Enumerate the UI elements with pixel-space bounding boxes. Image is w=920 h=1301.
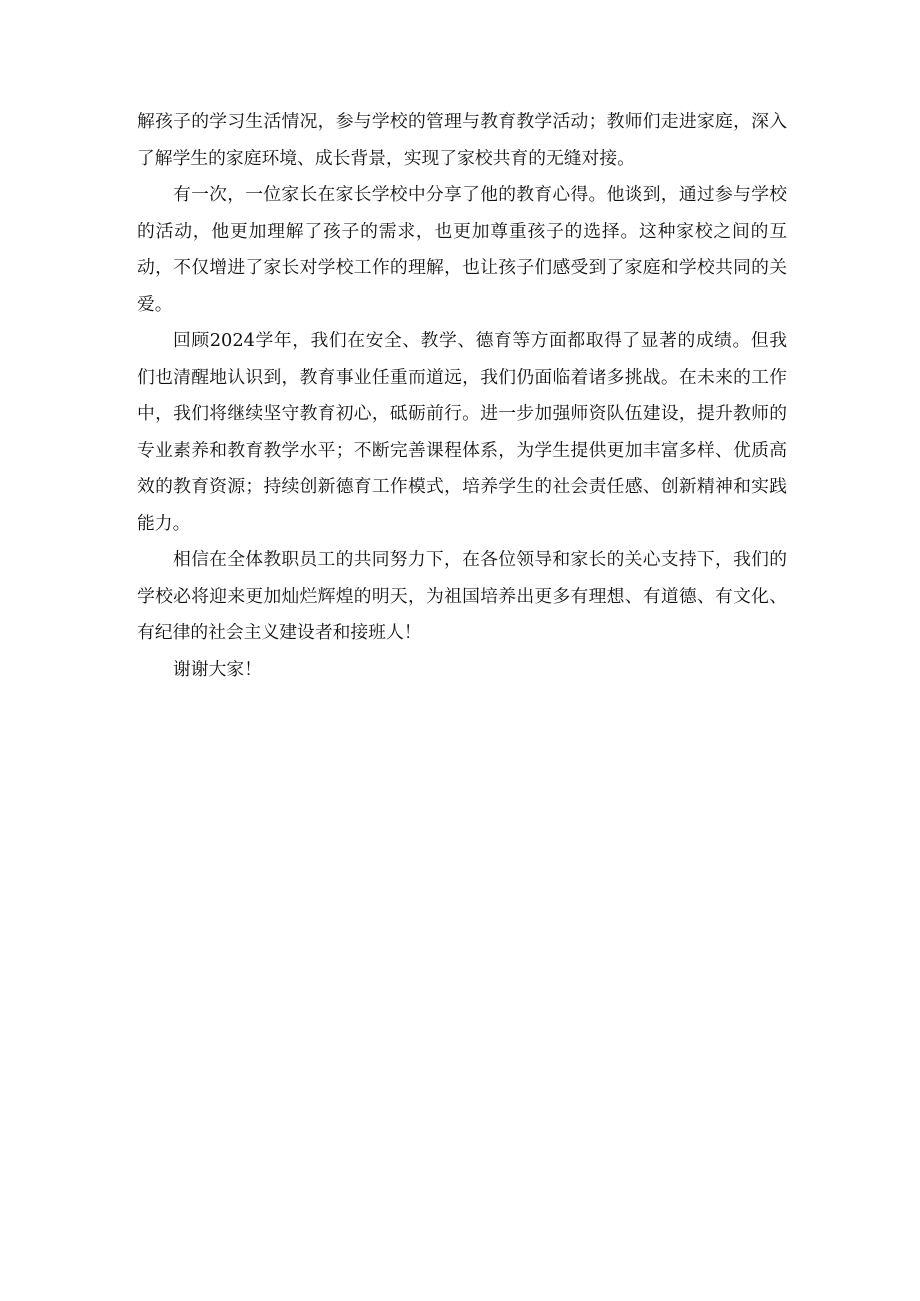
document-body bbox=[137, 104, 787, 688]
paragraph-review-2024: 回顾2024学年，我们在安全、教学、德育等方面都取得了显著的成绩。但我们也清醒地认识到，教育事业任重而道远，我们仍面临着诸多挑战。在未来的工作中，我们将继续坚守教育初心，砥砺前行。进一步加强师资队伍建设，提升教师的专业素养和教育教学水平；不断完善课程体系，为学生提供更加丰富多样、优质高效的教育资源；持续创新德育工作模式，培养学生的社会责任感、创新精神和实践能力。 bbox=[137, 330, 787, 534]
paragraph-continued: 解孩子的学习生活情况，参与学校的管理与教育教学活动；教师们走进家庭，深入了解学生的家庭环境、成长背景，实现了家校共育的无缝对接。 bbox=[137, 111, 787, 169]
paragraph-future-outlook: 相信在全体教职员工的共同努力下，在各位领导和家长的关心支持下，我们的学校必将迎来更加灿烂辉煌的明天，为祖国培养出更多有理想、有道德、有文化、有纪律的社会主义建设者和接班人！ bbox=[137, 549, 787, 643]
paragraph-parent-sharing: 有一次，一位家长在家长学校中分享了他的教育心得。他谈到，通过参与学校的活动，他更加理解了孩子的需求，也更加尊重孩子的选择。这种家校之间的互动，不仅增进了家长对学校工作的理解，也让孩子们感受到了家庭和学校共同的关爱。 bbox=[137, 184, 787, 315]
paragraph-thanks: 谢谢大家！ bbox=[173, 658, 262, 680]
